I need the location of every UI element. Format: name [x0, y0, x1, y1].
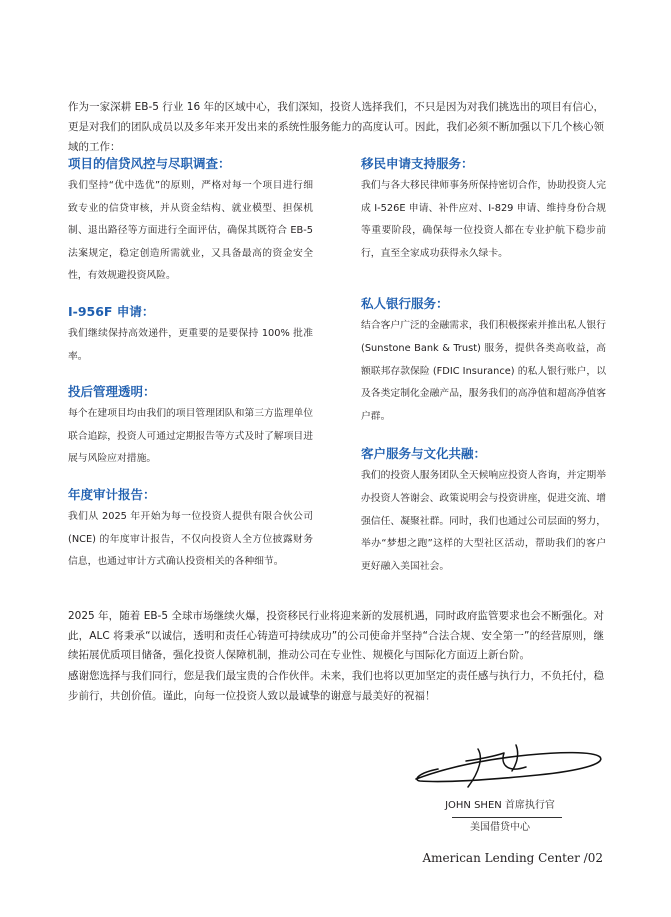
handwritten-signature: [408, 737, 608, 797]
section-body: 我们坚持“优中选优”的原则，严格对每一个项目进行细致专业的信贷审核，并从资金结构、就业模型、担保机制、退出路径等方面进行全面评估，确保其既符合 EB-5 法案规定，稳定创造所需就业，又具备最高的资金安全性，有效规避投资风险。: [68, 180, 313, 282]
section-body: 我们从 2025 年开始为每一位投资人提供有限合伙公司 (NCE) 的年度审计报告，不仅向投资人全方位披露财务信息，也通过审计方式确认投资相关的各种细节。: [68, 510, 313, 568]
section-client-service: [361, 445, 606, 578]
section-heading: 私人银行服务：: [361, 296, 449, 312]
signatory-organization: 美国借贷中心: [470, 822, 530, 833]
closing-paragraph-thanks: 感谢您选择与我们同行，您是我们最宝贵的合作伙伴。未来，我们也将以更加坚定的责任感与执行力，不负托付，稳步前行，共创价值。谨此，向每一位投资人致以最诚挚的谢意与最美好的祝福！: [68, 670, 604, 702]
section-heading: 项目的信贷风控与尽职调查：: [68, 156, 231, 171]
section-heading: 客户服务与文化共融：: [361, 446, 487, 462]
footer-page-number: 02: [587, 851, 603, 865]
section-post-investment: [68, 383, 313, 471]
section-body: 我们的投资人服务团队全天候响应投资人咨询，并定期举办投资人答谢会、政策说明会与投资讲座，促进交流、增强信任、凝聚社群。同时，我们也通过公司层面的努力，举办“梦想之跑”这样的大型社区活动，帮助我们的客户更好融入美国社会。: [361, 470, 606, 572]
signature-divider: [452, 817, 562, 818]
right-column: [361, 155, 606, 578]
footer-separator: /: [583, 851, 588, 865]
section-heading: 投后管理透明：: [68, 384, 156, 400]
intro-paragraph: 作为一家深耕 EB-5 行业 16 年的区域中心，我们深知，投资人选择我们，不只是因为对我们挑选出的项目有信心，更是对我们的团队成员以及多年来开发出来的系统性服务能力的高度认可。因此，我们必须不断加强以下几个核心领域的工作：: [68, 101, 604, 153]
section-body: 结合客户广泛的金融需求，我们积极探索并推出私人银行 (Sunstone Bank & Trust) 服务，提供各类高收益，高额联邦存款保险 (FDIC Insurance) 的私人银行账户，以及各类定制化金融产品，服务我们的高净值和超高净值客户群。: [361, 320, 606, 422]
signatory-name-title: JOHN SHEN 首席执行官: [445, 800, 555, 811]
section-private-banking: [361, 295, 606, 428]
section-heading: 移民申请支持服务：: [361, 156, 474, 171]
footer-brand: American Lending Center: [422, 851, 580, 865]
section-heading: 年度审计报告：: [68, 486, 156, 502]
section-immigration-support: [361, 155, 606, 265]
section-body: 每个在建项目均由我们的项目管理团队和第三方监理单位联合追踪，投资人可通过定期报告等方式及时了解项目进展与风险应对措施。: [68, 408, 313, 465]
page-footer: [422, 851, 603, 865]
section-credit-risk: [68, 155, 313, 288]
section-audit-report: [68, 486, 313, 574]
left-column: [68, 155, 313, 574]
section-body: 我们与各大移民律师事务所保持密切合作，协助投资人完成 I-526E 申请、补件应对、I-829 申请、维持身份合规等重要阶段，确保每一位投资人都在专业护航下稳步前行，直至全家成功获得永久绿卡。: [361, 180, 606, 259]
section-body: 我们继续保持高效递件，更重要的是要保持 100% 批准率。: [68, 327, 313, 362]
closing-paragraph-outlook: 2025 年，随着 EB-5 全球市场继续火爆，投资移民行业将迎来新的发展机遇，同时政府监管要求也会不断强化。对此，ALC 将秉承“以诚信，透明和责任心铸造可持续成功”的公司使命并坚持“合法合规、安全第一”的经营原则，继续拓展优质项目储备，强化投资人保障机制，推动公司在专业性、规模化与国际化方面迈上新台阶。: [68, 610, 604, 661]
section-i956f: [68, 303, 313, 368]
section-heading: I-956F 申请：: [68, 303, 155, 319]
